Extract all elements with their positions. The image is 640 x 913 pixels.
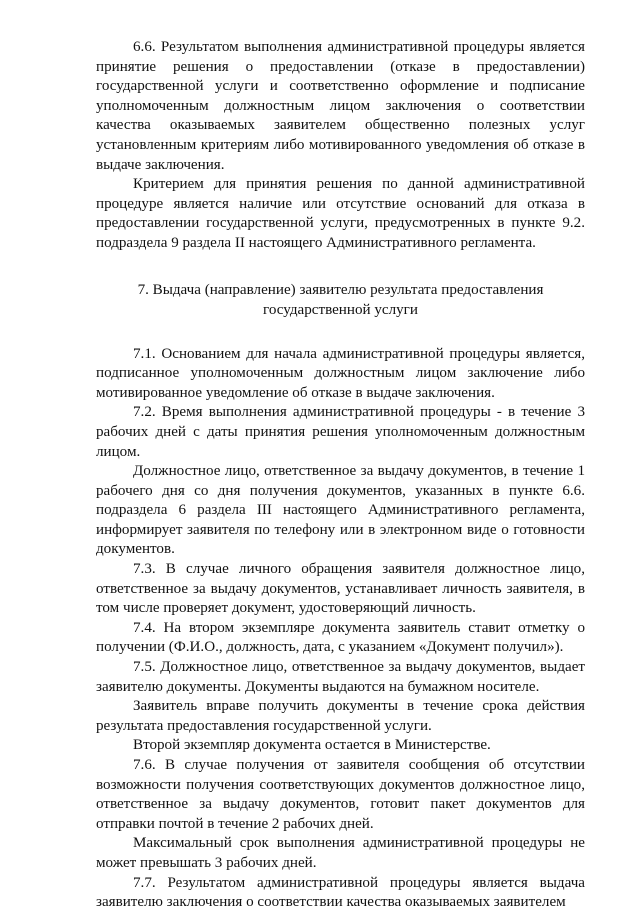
section-7-title-line-2: государственной услуги xyxy=(263,301,418,318)
paragraph-7-2: 7.2. Время выполнения административной процедуры - в течение 3 рабочих дней с даты принятия решения уполномоченным должностным лицом. xyxy=(96,404,585,460)
paragraph-max-term: Максимальный срок выполнения административной процедуры не может превышать 3 рабочих дней. xyxy=(96,835,585,871)
paragraph-7-5: 7.5. Должностное лицо, ответственное за выдачу документов, выдает заявителю документы. Документы выдаются на бумажном носителе. xyxy=(96,659,585,695)
paragraph-7-4: 7.4. На втором экземпляре документа заявитель ставит отметку о получении (Ф.И.О., должность, дата, с указанием «Документ получил»). xyxy=(96,619,585,656)
paragraph-7-1: 7.1. Основанием для начала административной процедуры является, подписанное уполномоченным должностным лицом заключение либо мотивированное уведомление об отказе в выдаче заключения. xyxy=(96,345,585,401)
paragraph-6-6: 6.6. Результатом выполнения административной процедуры является принятие решения о предоставлении (отказе в предоставлении) государственной услуги и соответственно оформление и подписание уполномоченным должностным лицом заключения о соответствии качества оказываемых заявителем общественно полезных услуг установленным критериям либо мотивированного уведомления об отказе в выдаче заключения. xyxy=(96,39,585,173)
paragraph-second-copy: Второй экземпляр документа остается в Министерстве. xyxy=(133,737,491,754)
paragraph-7-7: 7.7. Результатом административной процедуры является выдача заявителю заключения о соответствии качества оказываемых заявителем xyxy=(96,874,585,911)
paragraph-applicant: Заявитель вправе получить документы в течение срока действия результата предоставления государственной услуги. xyxy=(96,698,585,734)
section-7-title-line-1: 7. Выдача (направление) заявителю результата предоставления xyxy=(137,281,544,298)
paragraph-7-3: 7.3. В случае личного обращения заявителя должностное лицо, ответственное за выдачу документов, устанавливает личность заявителя, в том числе проверяет документ, удостоверяющий личность. xyxy=(96,561,585,617)
paragraph-criterion: Критерием для принятия решения по данной административной процедуре является наличие или отсутствие оснований для отказа в предоставлении государственной услуги, предусмотренных в пункте 9.2. подраздела 9 раздела II настоящего Административного регламента. xyxy=(96,176,585,251)
document-page xyxy=(96,38,585,913)
paragraph-7-6: 7.6. В случае получения от заявителя сообщения об отсутствии возможности получения соответствующих документов должностное лицо, ответственное за выдачу документов, готовит пакет документов для отправки почтой в течение 2 рабочих дней. xyxy=(96,757,585,832)
section-7-heading xyxy=(96,280,585,320)
paragraph-official: Должностное лицо, ответственное за выдачу документов, в течение 1 рабочего дня со дня получения документов, указанных в пункте 6.6. подраздела 6 раздела III настоящего Административного регламента, информирует заявителя по телефону или в электронном виде о готовности документов. xyxy=(96,463,585,558)
